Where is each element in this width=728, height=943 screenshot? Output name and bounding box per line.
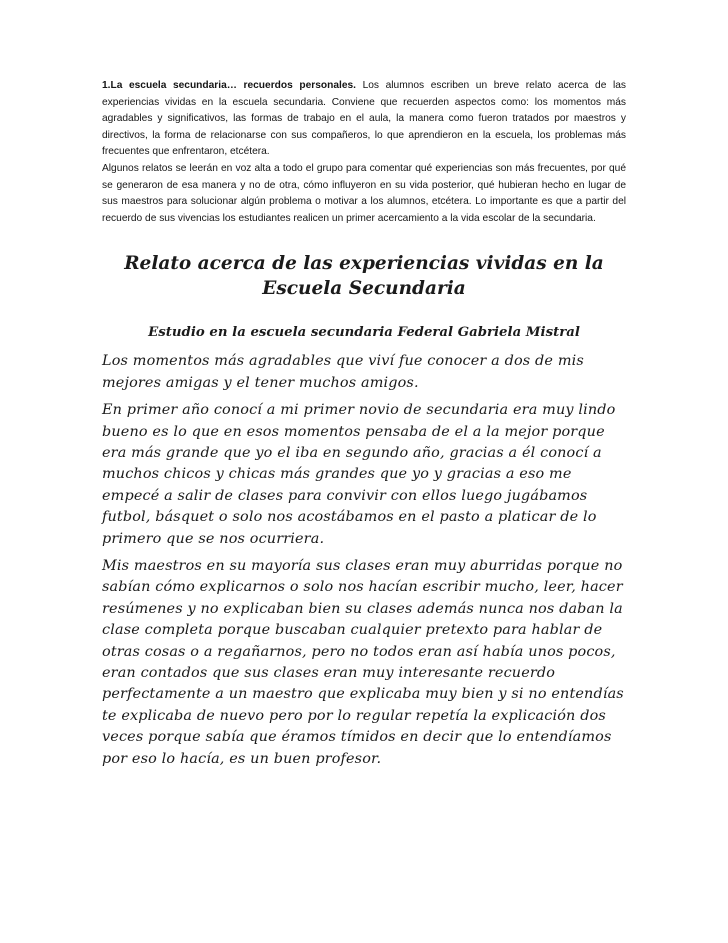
story-paragraph-2: En primer año conocí a mi primer novio de secundaria era muy lindo bueno es lo que en esos momentos pensaba de el a la mejor porque era más grande que yo el iba en segundo año, gracias a él conocí a muchos chicos y chicas más grandes que yo y gracias a eso me empecé a salir de clases para convivir con ellos luego jugábamos futbol, básquet o solo nos acostábamos en el pasto a platicar de lo primero que se nos ocurriera. <box>102 402 616 547</box>
instructions-paragraph <box>102 78 626 227</box>
instructions-body: Los alumnos escriben un breve relato acerca de las experiencias vividas en la escuela secundaria. Conviene que recuerden aspectos como: los momentos más agradables y significativos, las formas de trabajo en el aula, la manera como fueron tratados por maestros y directivos, la forma de relacionarse con sus compañeros, lo que aprendieron en la escuela, los problemas más frecuentes que enfrentaron, etcétera. <box>102 80 626 158</box>
story-heading: Relato acerca de las experiencias vividas en la Escuela Secundaria <box>124 253 604 300</box>
school-subheading: Estudio en la escuela secundaria Federal Gabriela Mistral <box>148 325 580 341</box>
story-paragraph-1: Los momentos más agradables que viví fue conocer a dos de mis mejores amigas y el tener muchos amigos. <box>102 353 584 391</box>
story-paragraph-3: Mis maestros en su mayoría sus clases eran muy aburridas porque no sabían cómo explicarnos o solo nos hacían escribir mucho, leer, hacer resúmenes y no explicaban bien su clases además nunca nos daban la clase completa porque buscaban cualquier pretexto para hablar de otras cosas o a regañarnos, pero no todos eran así había unos pocos, eran contados que sus clases eran muy interesante recuerdo perfectamente a un maestro que explicaba muy bien y si no entendías te explicaba de nuevo pero por lo regular repetía la explicación dos veces porque sabía que éramos tímidos en decir que lo entendíamos por eso lo hacía, es un buen profesor. <box>102 558 624 767</box>
instructions-paragraph-2: Algunos relatos se leerán en voz alta a todo el grupo para comentar qué experiencias son más frecuentes, por qué se generaron de esa manera y no de otra, cómo influyeron en su vida posterior, qué hubieran hecho en lugar de sus maestros para solucionar algún problema o motivar a los alumnos, etcétera. Lo importante es que a partir del recuerdo de sus vivencias los estudiantes realicen un primer acercamiento a la vida escolar de la secundaria. <box>102 162 626 224</box>
instructions-title: 1.La escuela secundaria… recuerdos personales. <box>102 80 356 91</box>
document-page <box>102 78 626 770</box>
